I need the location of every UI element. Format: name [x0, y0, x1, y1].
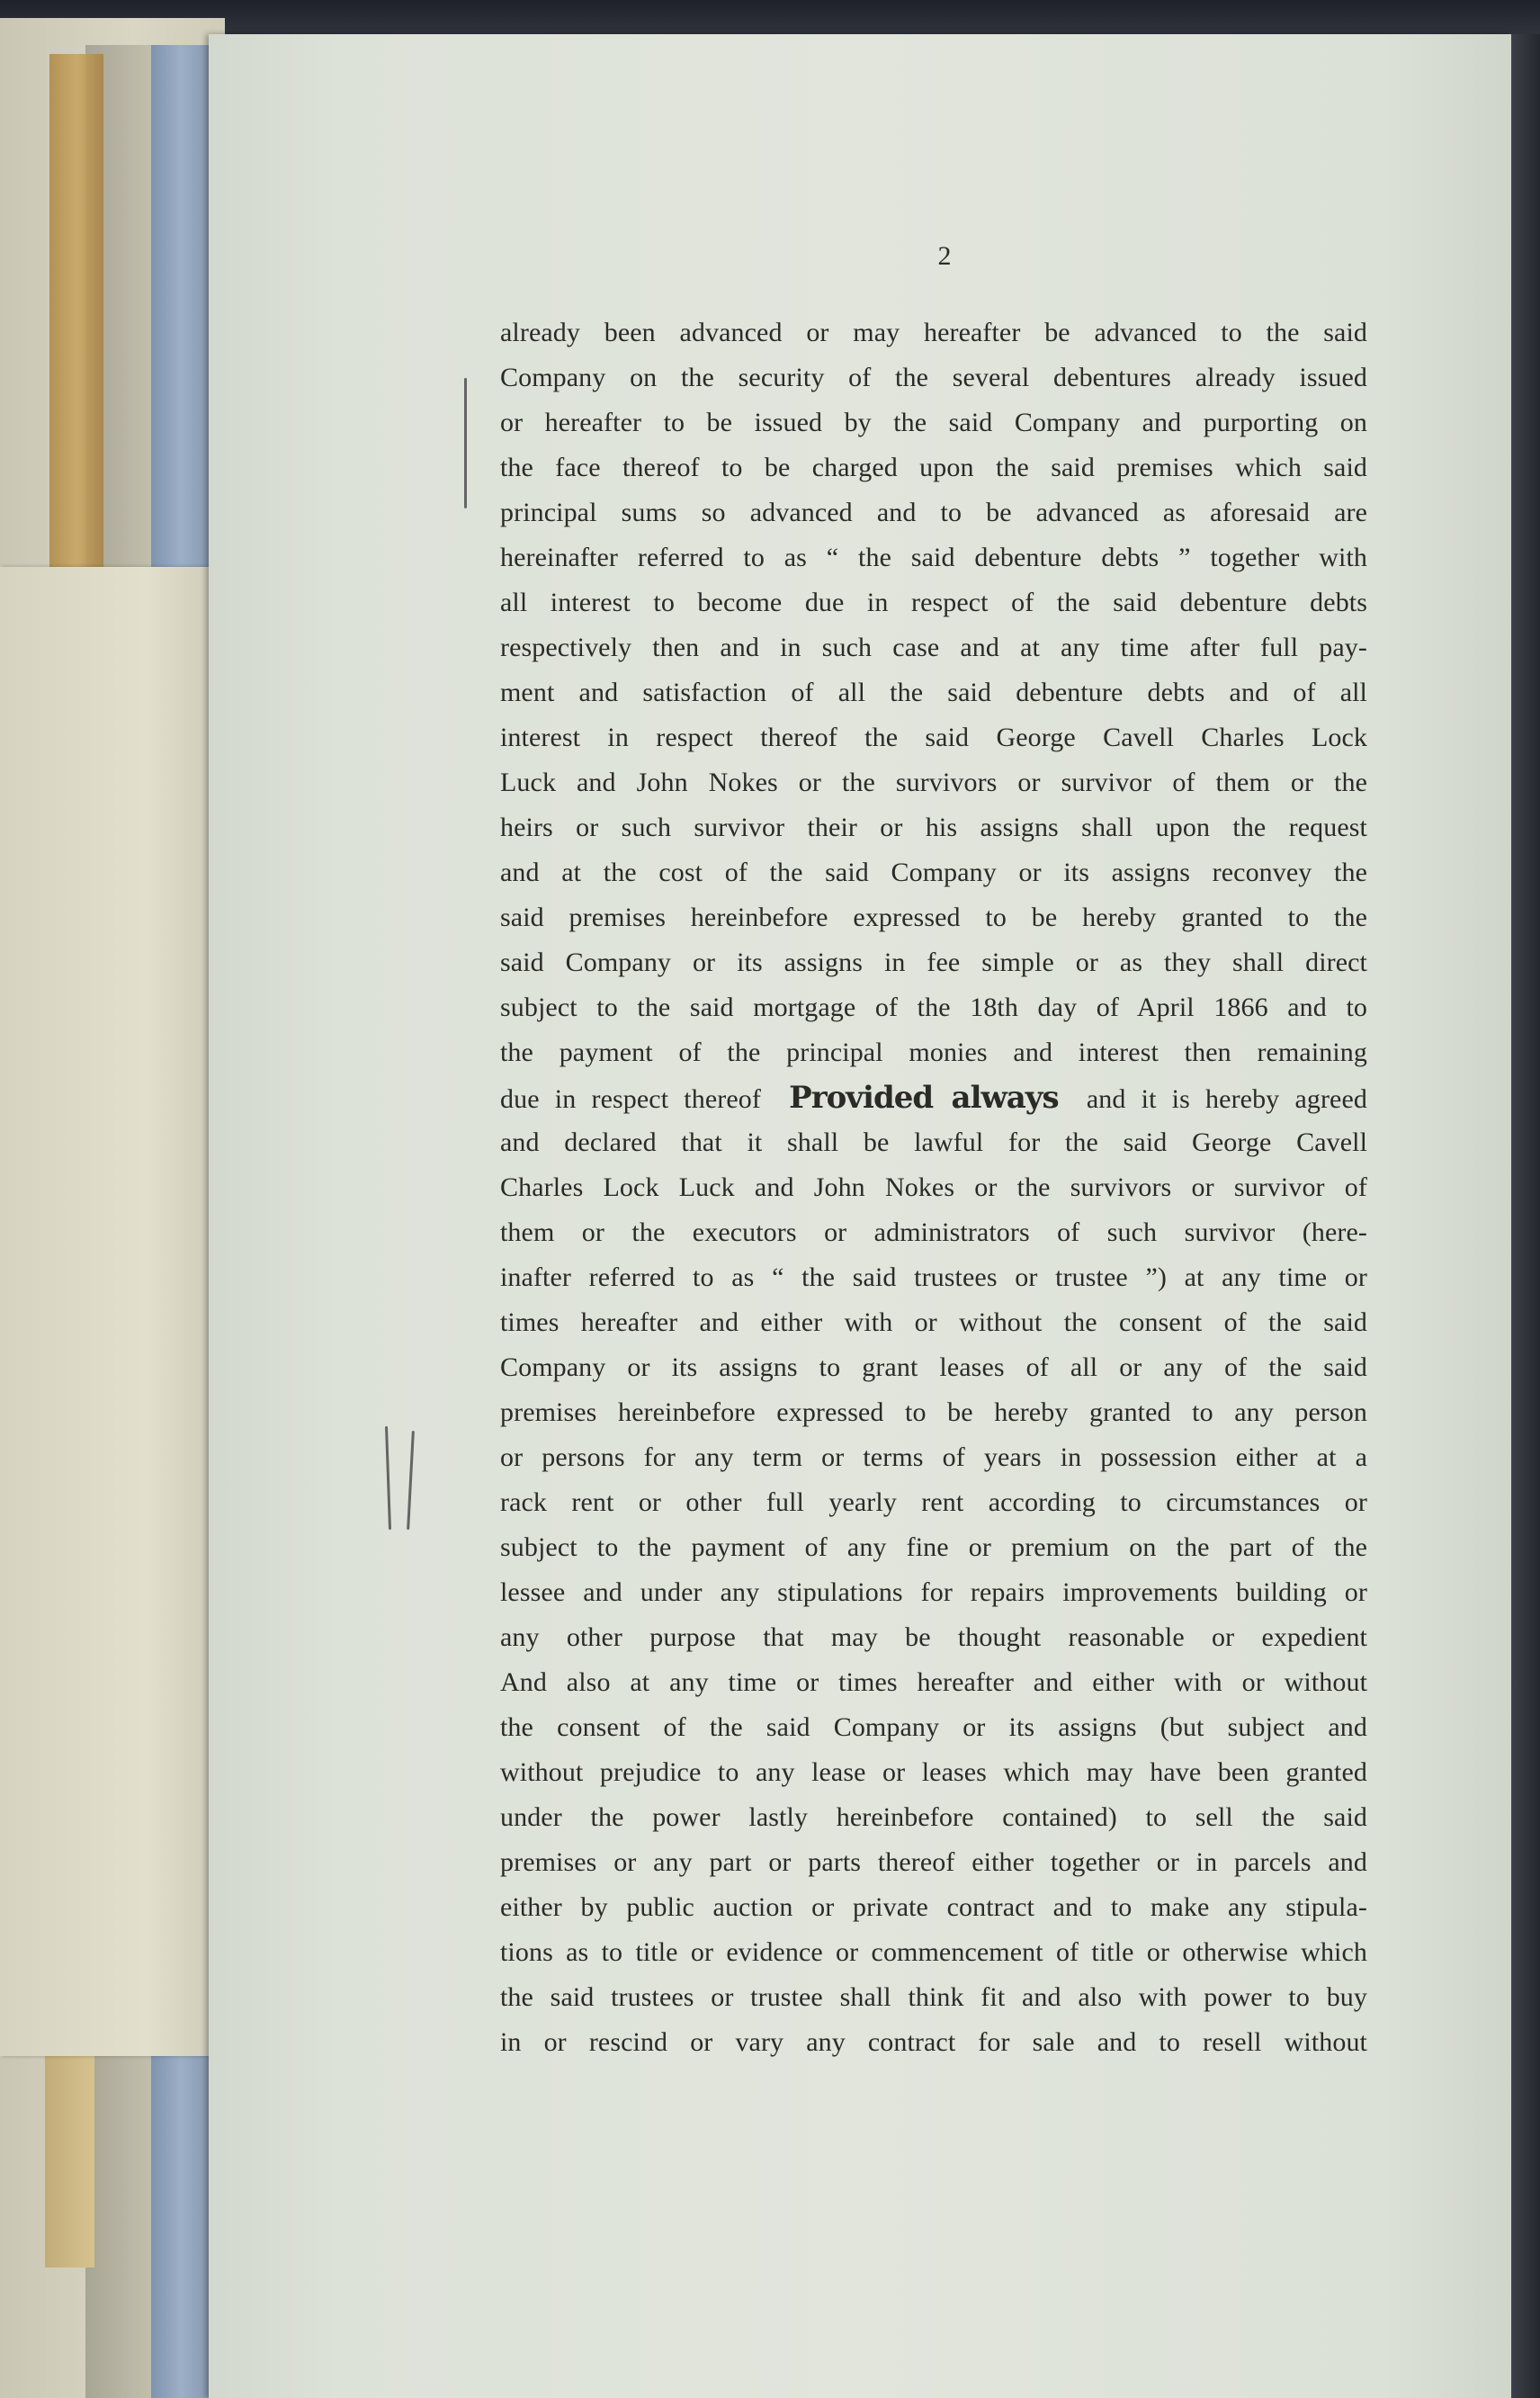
text-line: said premises hereinbefore expressed to be hereby granted to the: [500, 903, 1367, 932]
text-line: Company on the security of the several debentures already issued: [500, 363, 1367, 392]
binding-tape-lower: [45, 2034, 94, 2268]
text-line: premises hereinbefore expressed to be hereby granted to any person: [500, 1397, 1367, 1427]
text-line: and declared that it shall be lawful for the said George Cavell: [500, 1127, 1367, 1157]
text-line: said Company or its assigns in fee simple or as they shall direct: [500, 948, 1367, 977]
text-line: or hereafter to be issued by the said Company and purporting on: [500, 408, 1367, 437]
text-line: and at the cost of the said Company or its assigns reconvey the: [500, 858, 1367, 887]
text-line: either by public auction or private contract and to make any stipula-: [500, 1892, 1367, 1922]
text-line: under the power lastly hereinbefore contained) to sell the said: [500, 1802, 1367, 1832]
text-line: Company or its assigns to grant leases of all or any of the said: [500, 1352, 1367, 1382]
text-line: any other purpose that may be thought reasonable or expedient: [500, 1622, 1367, 1652]
folded-leaf: [0, 567, 209, 2056]
text-line: heirs or such survivor their or his assigns shall upon the request: [500, 813, 1367, 842]
pencil-margin-mark: [464, 378, 467, 508]
text-line: the face thereof to be charged upon the said premises which said: [500, 453, 1367, 482]
text-line: times hereafter and either with or without the consent of the said: [500, 1307, 1367, 1337]
gothic-heading-phrase: Provided always: [789, 1080, 1059, 1116]
text-line: principal sums so advanced and to be advanced as aforesaid are: [500, 498, 1367, 527]
text-segment: due in respect thereof: [500, 1084, 761, 1114]
text-segment: and it is hereby agreed: [1086, 1084, 1367, 1114]
text-line: the payment of the principal monies and interest then remaining: [500, 1037, 1367, 1067]
text-line: all interest to become due in respect of the said debenture debts: [500, 588, 1367, 617]
text-line: subject to the said mortgage of the 18th day of April 1866 and to: [500, 992, 1367, 1022]
text-line: hereinafter referred to as “ the said debenture debts ” together with: [500, 543, 1367, 572]
text-line: or persons for any term or terms of years in possession either at a: [500, 1442, 1367, 1472]
scanner-background-right: [1511, 34, 1540, 2398]
text-line: lessee and under any stipulations for repairs improvements building or: [500, 1577, 1367, 1607]
page-number: 2: [937, 241, 952, 271]
text-line: tions as to title or evidence or commencement of title or otherwise which: [500, 1937, 1367, 1967]
text-line: without prejudice to any lease or leases which may have been granted: [500, 1757, 1367, 1787]
text-line-provided: [500, 1075, 1367, 1120]
text-line: them or the executors or administrators of such survivor (here-: [500, 1217, 1367, 1247]
text-line: respectively then and in such case and at any time after full pay-: [500, 633, 1367, 662]
text-line: ment and satisfaction of all the said debenture debts and of all: [500, 678, 1367, 707]
text-line: interest in respect thereof the said George Cavell Charles Lock: [500, 723, 1367, 752]
document-body: [500, 310, 1367, 2065]
text-line: Charles Lock Luck and John Nokes or the survivors or survivor of: [500, 1172, 1367, 1202]
text-line: premises or any part or parts thereof either together or in parcels and: [500, 1847, 1367, 1877]
text-line: the said trustees or trustee shall think fit and also with power to buy: [500, 1982, 1367, 2012]
text-line: inafter referred to as “ the said trustees or trustee ”) at any time or: [500, 1262, 1367, 1292]
scanner-background: [0, 0, 1540, 36]
text-line: subject to the payment of any fine or premium on the part of the: [500, 1532, 1367, 1562]
text-line: rack rent or other full yearly rent according to circumstances or: [500, 1487, 1367, 1517]
text-line: the consent of the said Company or its assigns (but subject and: [500, 1712, 1367, 1742]
text-line: in or rescind or vary any contract for sale and to resell without: [500, 2027, 1367, 2057]
text-line: And also at any time or times hereafter and either with or without: [500, 1667, 1367, 1697]
text-line: Luck and John Nokes or the survivors or survivor of them or the: [500, 768, 1367, 797]
text-line: already been advanced or may hereafter be advanced to the said: [500, 318, 1367, 347]
